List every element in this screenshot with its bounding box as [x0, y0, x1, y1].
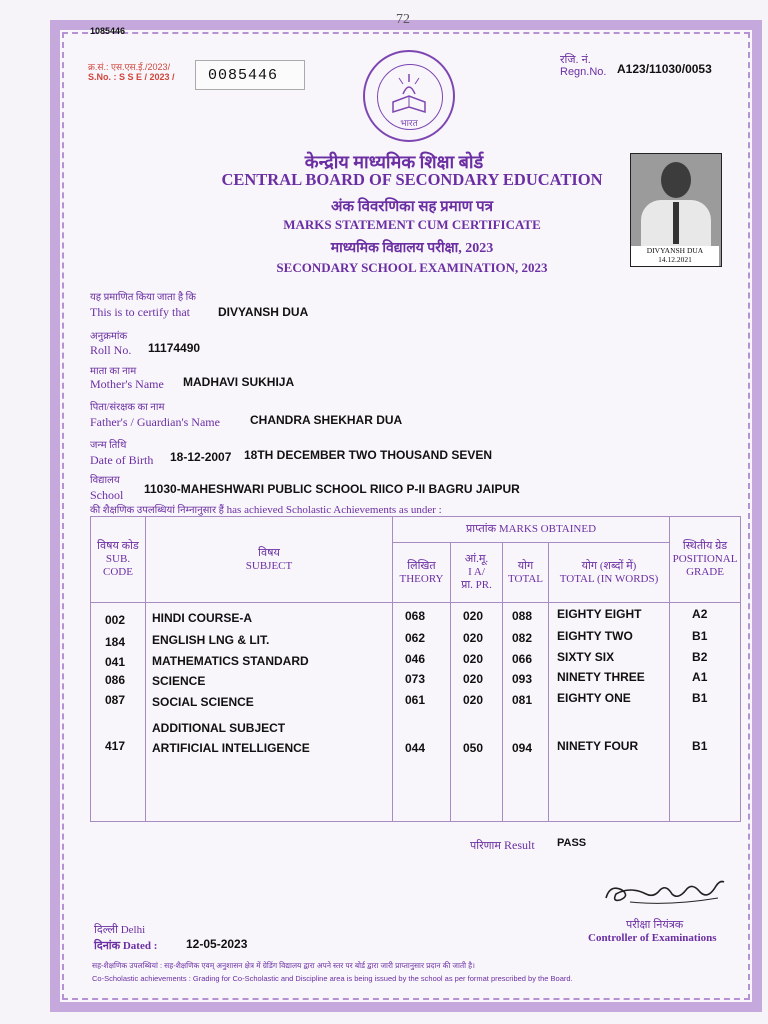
grade-column — [670, 603, 741, 822]
place-label — [94, 922, 145, 937]
place-hindi: दिल्ली — [94, 924, 118, 936]
table-cell-ia: 050 — [463, 741, 484, 755]
table-cell-total: 093 — [512, 672, 533, 686]
handwritten-mark: 72 — [396, 12, 410, 27]
table-cell-subject: HINDI COURSE-A — [152, 611, 253, 625]
school-name: 11030-MAHESHWARI PUBLIC SCHOOL RIICO P-II BAGRU JAIPUR — [144, 482, 520, 496]
table-cell-theory: 044 — [405, 741, 426, 755]
footer-note: Co-Scholastic achievements : Grading for Co-Scholastic and Discipline area is being issued by the school as per format prescribed by the Board. — [92, 974, 573, 983]
certify-label: This is to certify that — [90, 305, 190, 319]
header-total-hindi: योग — [517, 559, 534, 572]
table-cell-words: EIGHTY EIGHT — [557, 607, 642, 621]
table-cell-grade: A2 — [692, 607, 708, 621]
dob-words: 18TH DECEMBER TWO THOUSAND SEVEN — [244, 448, 493, 462]
photo-name: DIVYANSH DUA — [646, 246, 704, 255]
total-list — [512, 605, 548, 759]
table-cell-theory: 061 — [405, 693, 426, 707]
regn-label-hindi: रजि. नं. — [560, 54, 591, 66]
roll-label-hindi: अनुक्रमांक — [90, 331, 128, 342]
doc-title-hindi: अंक विवरणिका सह प्रमाण पत्र — [331, 199, 493, 215]
table-cell-code: 184 — [105, 635, 126, 649]
table-cell-subject: SOCIAL SCIENCE — [152, 695, 254, 709]
header-words-hindi: योग (शब्दों में) — [581, 559, 637, 572]
serial-top: 1085446 — [90, 26, 126, 36]
table-cell-words: NINETY THREE — [557, 670, 645, 684]
header-total — [503, 543, 549, 603]
table-cell-total: 066 — [512, 652, 533, 666]
serial-label-en: S.No. : S S E / 2023 / — [88, 72, 175, 82]
header-code — [91, 517, 146, 603]
header-grade — [670, 517, 741, 603]
table-cell-code: 086 — [105, 673, 126, 687]
header-ia-hindi: आं.मू. — [464, 553, 489, 565]
header-grade-en2: GRADE — [686, 566, 724, 578]
result-label — [470, 838, 535, 853]
header-code-en1: SUB. — [105, 553, 131, 565]
dated-hindi: दिनांक — [94, 940, 121, 952]
student-photo — [630, 153, 722, 267]
grade-list — [692, 603, 740, 757]
table-cell-ia: 020 — [463, 672, 484, 686]
header-subject-hindi: विषय — [258, 546, 280, 559]
header-grade-hindi: स्थितीय ग्रेड — [682, 540, 728, 552]
table-cell-grade: B2 — [692, 650, 708, 664]
header-code-hindi: विषय कोड — [97, 540, 139, 552]
table-cell-ia: 020 — [463, 609, 484, 623]
dob-label-hindi: जन्म तिथि — [90, 440, 127, 451]
header-ia — [451, 543, 503, 603]
achieved-label-en: has achieved Scholastic Achievements as under : — [226, 504, 442, 516]
header-theory-hindi: लिखित — [407, 559, 436, 572]
table-cell-grade: B1 — [692, 691, 708, 705]
table-cell-grade: A1 — [692, 670, 708, 684]
dob-label: Date of Birth — [90, 453, 154, 467]
table-cell-words: EIGHTY ONE — [557, 691, 631, 705]
code-list — [105, 609, 145, 757]
additional-subject-label: ADDITIONAL SUBJECT — [152, 721, 286, 735]
photo-head — [661, 162, 691, 198]
result-label-hindi: परिणाम — [470, 840, 501, 852]
roll-label: Roll No. — [90, 343, 132, 357]
mother-label: Mother's Name — [90, 377, 164, 391]
table-cell-theory: 046 — [405, 652, 426, 666]
mother-name: MADHAVI SUKHIJA — [183, 375, 295, 389]
photo-tie — [673, 202, 679, 244]
cbse-seal — [363, 50, 455, 142]
subject-column — [146, 603, 393, 822]
regn-label: Regn.No. — [560, 66, 607, 78]
exam-title-hindi: माध्यमिक विद्यालय परीक्षा, 2023 — [330, 241, 494, 256]
table-cell-words: SIXTY SIX — [557, 650, 615, 664]
table-cell-code: 002 — [105, 613, 126, 627]
table-cell-total: 082 — [512, 631, 533, 645]
achieved-label-hindi: की शैक्षणिक उपलब्धियां निम्नानुसार हैं — [90, 505, 224, 516]
header-subject-en: SUBJECT — [245, 559, 293, 572]
total-column — [503, 603, 549, 822]
table-cell-subject: SCIENCE — [152, 674, 206, 688]
header-grade-en1: POSITIONAL — [672, 553, 738, 565]
ia-column — [451, 603, 503, 822]
header-subject — [146, 517, 393, 603]
theory-list — [405, 605, 450, 759]
words-column — [549, 603, 670, 822]
table-cell-theory: 073 — [405, 672, 426, 686]
table-cell-code: 041 — [105, 655, 126, 669]
doc-title: MARKS STATEMENT CUM CERTIFICATE — [283, 217, 541, 232]
seal-country: भारत — [400, 118, 418, 128]
serial-number-box — [195, 60, 305, 90]
student-name: DIVYANSH DUA — [218, 305, 309, 319]
words-list — [557, 603, 669, 757]
table-cell-code: 417 — [105, 739, 126, 753]
father-label-hindi: पिता/संरक्षक का नाम — [90, 402, 165, 413]
board-name-hindi: केन्द्रीय माध्यमिक शिक्षा बोर्ड — [304, 152, 484, 172]
table-cell-grade: B1 — [692, 629, 708, 643]
father-name: CHANDRA SHEKHAR DUA — [250, 413, 403, 427]
board-name: CENTRAL BOARD OF SECONDARY EDUCATION — [221, 170, 603, 189]
photo-caption — [631, 246, 719, 266]
dated-label — [94, 938, 157, 953]
table-cell-total: 088 — [512, 609, 533, 623]
achieved-label — [90, 502, 442, 516]
controller-title-hindi: परीक्षा नियंत्रक — [626, 919, 684, 931]
table-cell-grade: B1 — [692, 739, 708, 753]
table-cell-ia: 020 — [463, 693, 484, 707]
serial-label-hindi: क्र.सं.: एस.एस.ई./2023/ — [88, 62, 171, 72]
marks-table — [90, 516, 741, 822]
subject-list — [152, 607, 392, 757]
school-label-hindi: विद्यालय — [90, 475, 120, 486]
father-label: Father's / Guardian's Name — [90, 415, 220, 429]
result-label-en: Result — [503, 838, 535, 852]
ia-list — [463, 605, 502, 759]
controller-signature — [600, 872, 730, 912]
table-cell-theory: 068 — [405, 609, 426, 623]
table-cell-subject: ARTIFICIAL INTELLIGENCE — [152, 741, 310, 755]
table-cell-theory: 062 — [405, 631, 426, 645]
header-theory — [393, 543, 451, 603]
header-theory-en: THEORY — [399, 572, 444, 585]
table-cell-total: 081 — [512, 693, 533, 707]
header-marks-obtained: प्राप्तांक MARKS OBTAINED — [393, 517, 670, 543]
dated-value: 12-05-2023 — [186, 937, 248, 951]
table-cell-subject: MATHEMATICS STANDARD — [152, 654, 309, 668]
table-cell-words: EIGHTY TWO — [557, 629, 633, 643]
header-words — [549, 543, 670, 603]
school-label: School — [90, 488, 124, 502]
table-cell-total: 094 — [512, 741, 533, 755]
table-cell-ia: 020 — [463, 652, 484, 666]
place-en: Delhi — [120, 924, 146, 936]
photo-date: 14.12.2021 — [658, 255, 692, 264]
header-words-en: TOTAL (IN WORDS) — [559, 572, 659, 585]
header-ia-en: I A/ — [468, 566, 485, 578]
theory-column — [393, 603, 451, 822]
serial-number: 0085446 — [208, 67, 279, 84]
dated-en: Dated : — [122, 940, 158, 952]
code-column — [91, 603, 146, 822]
table-cell-words: NINETY FOUR — [557, 739, 639, 753]
header-ia-pr: प्रा. PR. — [461, 579, 492, 591]
footer-note-hindi: सह-शैक्षणिक उपलब्धियां : सह-शैक्षणिक एवम् अनुशासन क्षेत्र में ग्रेडिंग विद्यालय द्वारा अपने स्तर पर बोर्ड द्वारा जारी प्राप्तानुसार प्रदान की जाती है। — [92, 961, 476, 970]
table-cell-ia: 020 — [463, 631, 484, 645]
header-code-en2: CODE — [103, 566, 133, 578]
roll-number: 11174490 — [148, 341, 201, 355]
header-total-en: TOTAL — [508, 572, 543, 585]
result-value: PASS — [557, 837, 587, 849]
dob-value: 18-12-2007 — [170, 450, 232, 464]
mother-label-hindi: माता का नाम — [90, 366, 137, 377]
controller-title: Controller of Examinations — [588, 932, 717, 944]
certify-label-hindi: यह प्रमाणित किया जाता है कि — [90, 292, 196, 303]
regn-value: A123/11030/0053 — [617, 62, 712, 76]
exam-title: SECONDARY SCHOOL EXAMINATION, 2023 — [276, 260, 548, 275]
table-cell-code: 087 — [105, 693, 126, 707]
table-cell-subject: ENGLISH LNG & LIT. — [152, 633, 270, 647]
